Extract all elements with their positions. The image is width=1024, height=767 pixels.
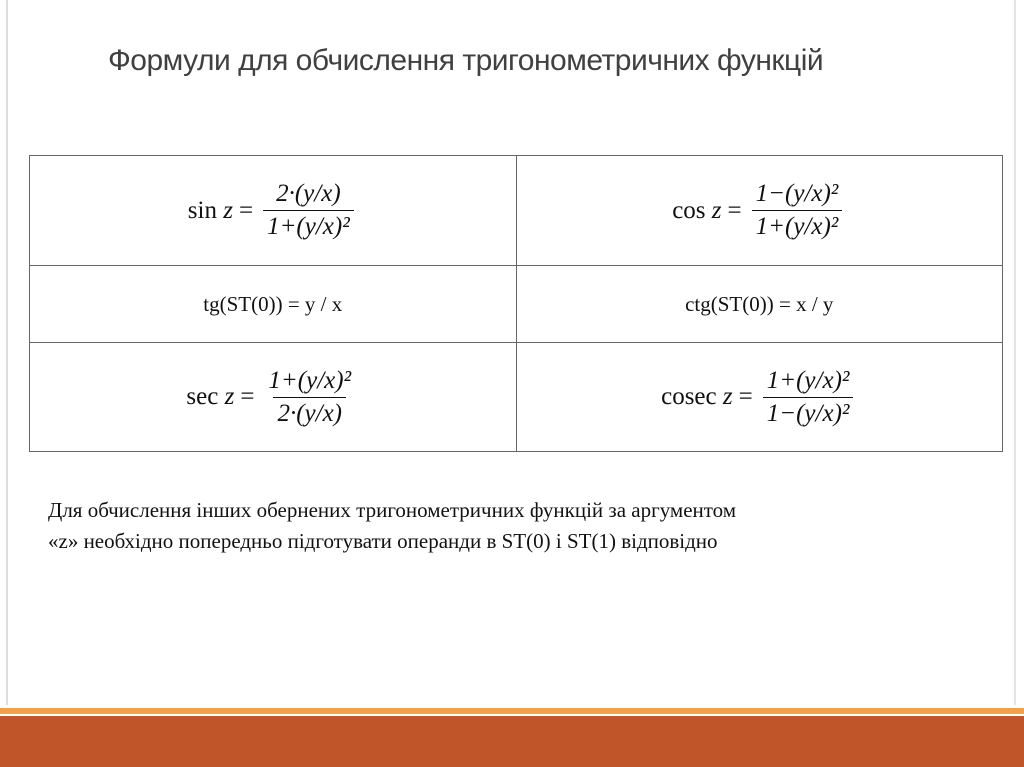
fraction bbox=[763, 367, 854, 428]
equals-sign: = bbox=[727, 196, 742, 224]
formula-lhs: sec bbox=[186, 383, 219, 410]
formula-cell-tg bbox=[30, 266, 517, 343]
formula-var: z bbox=[722, 383, 733, 410]
denominator: 2·(y/x) bbox=[273, 397, 346, 428]
formula-sec bbox=[186, 367, 359, 428]
equals-sign: = bbox=[238, 196, 254, 224]
formula-cell-sec bbox=[30, 343, 517, 452]
footer-accent-bar bbox=[0, 716, 1024, 767]
formula-ctg: ctg(ST(0)) = x / y bbox=[685, 291, 834, 316]
formula-tg: tg(ST(0)) = y / x bbox=[203, 291, 343, 316]
slide-left-border bbox=[6, 0, 8, 705]
formula-cell-cos bbox=[516, 156, 1003, 266]
formula-lhs: cos bbox=[672, 196, 706, 224]
denominator: 1+(y/x)² bbox=[263, 210, 354, 241]
fraction bbox=[263, 180, 354, 241]
numerator: 1+(y/x)² bbox=[268, 366, 352, 394]
numerator: 2·(y/x) bbox=[276, 180, 341, 207]
numerator: 1−(y/x)² bbox=[755, 180, 839, 207]
formula-table bbox=[29, 155, 1003, 452]
denominator: 1+(y/x)² bbox=[752, 210, 843, 241]
note-line-1: Для обчислення інших обернених тригонометричних функцій за аргументом bbox=[48, 498, 737, 522]
note-paragraph bbox=[48, 495, 1008, 557]
formula-var: z bbox=[223, 196, 233, 224]
formula-lhs: cosec bbox=[661, 383, 717, 410]
equals-sign: = bbox=[240, 383, 255, 410]
formula-cosec bbox=[661, 367, 857, 428]
fraction bbox=[264, 367, 355, 428]
slide-right-border bbox=[1014, 0, 1016, 705]
table-row bbox=[30, 156, 1003, 266]
formula-sin bbox=[188, 180, 358, 241]
fraction bbox=[752, 180, 843, 241]
formula-cos bbox=[672, 180, 846, 241]
formula-cell-cosec bbox=[516, 343, 1003, 452]
footer-accent-stripe bbox=[0, 708, 1024, 714]
formula-var: z bbox=[711, 196, 722, 224]
formula-cell-sin bbox=[30, 156, 517, 266]
formula-lhs: sin bbox=[187, 196, 217, 224]
formula-var: z bbox=[224, 383, 235, 410]
note-line-2: «z» необхідно попередньо підготувати операнди в ST(0) і ST(1) відповідно bbox=[48, 529, 718, 553]
numerator: 1+(y/x)² bbox=[766, 366, 850, 394]
table-row bbox=[30, 266, 1003, 343]
denominator: 1−(y/x)² bbox=[763, 397, 854, 428]
equals-sign: = bbox=[738, 383, 753, 410]
table-row bbox=[30, 343, 1003, 452]
slide-title: Формули для обчислення тригонометричних функцій bbox=[108, 44, 824, 77]
formula-cell-ctg bbox=[516, 266, 1003, 343]
